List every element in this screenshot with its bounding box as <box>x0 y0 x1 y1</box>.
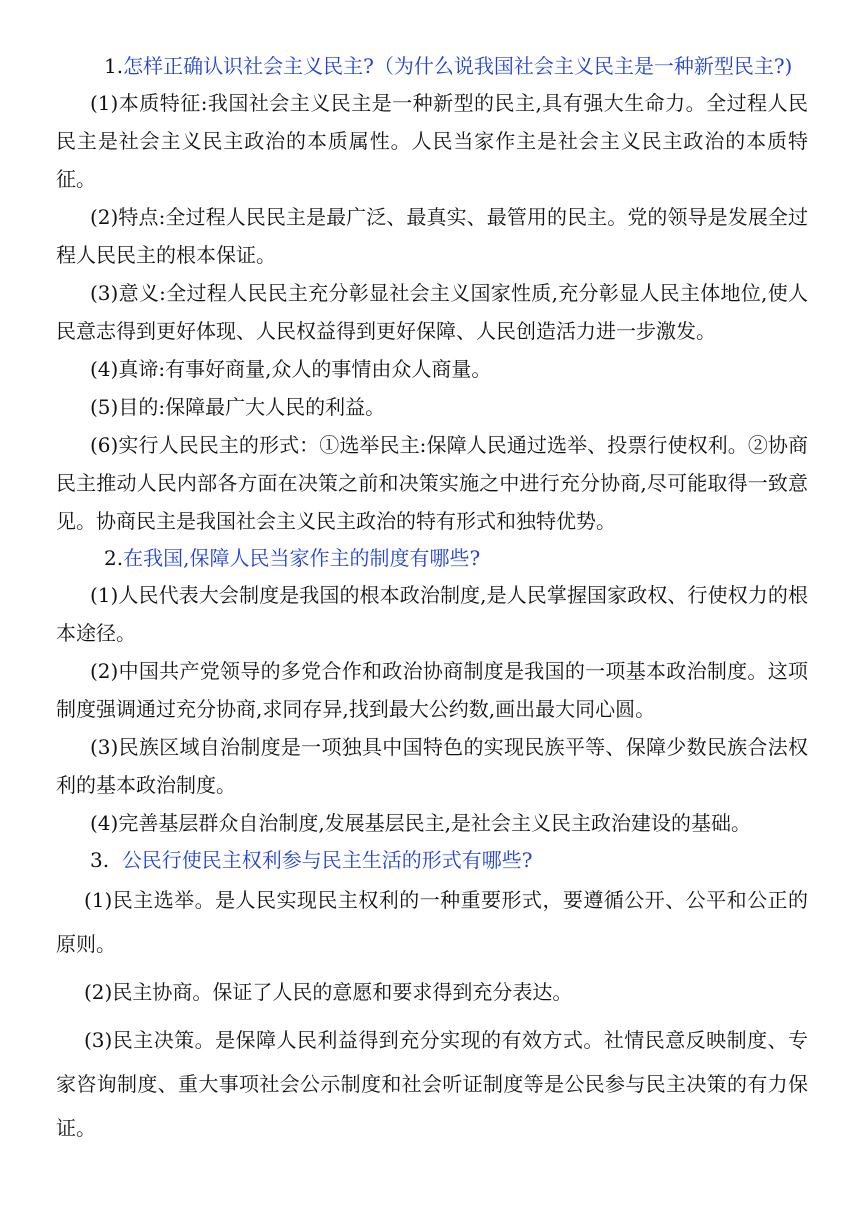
answer-paragraph: (2)中国共产党领导的多党合作和政治协商制度是我国的一项基本政治制度。这项制度强调通过充分协商,求同存异,找到最大公约数,画出最大同心圆。 <box>56 659 808 721</box>
question-number: 2. <box>104 546 124 570</box>
answer-paragraph: (6)实行人民民主的形式：①选举民主:保障人民通过选举、投票行使权利。②协商民主推动人民内部各方面在决策之前和决策实施之中进行充分协商,尽可能取得一致意见。协商民主是我国社会主义民主政治的特有形式和独特优势。 <box>56 433 808 533</box>
answer-paragraph: (3)意义:全过程人民民主充分彰显社会主义国家性质,充分彰显人民主体地位,使人民意志得到更好体现、人民权益得到更好保障、人民创造活力进一步激发。 <box>56 281 808 343</box>
question-heading <box>56 48 808 84</box>
question-heading <box>56 842 808 878</box>
question-text: 怎样正确认识社会主义民主?（为什么说我国社会主义民主是一种新型民主?) <box>123 54 793 78</box>
section-2 <box>56 540 808 842</box>
section-3 <box>56 842 808 1150</box>
section-1 <box>56 48 808 540</box>
answer-paragraph: (3)民主决策。是保障人民利益得到充分实现的有效方式。社情民意反映制度、专家咨询制度、重大事项社会公示制度和社会听证制度等是公民参与民主决策的有力保证。 <box>56 1028 808 1140</box>
answer-paragraph: (1)本质特征:我国社会主义民主是一种新型的民主,具有强大生命力。全过程人民民主是社会主义民主政治的本质属性。人民当家作主是社会主义民主政治的本质特征。 <box>56 91 808 191</box>
answer-paragraph: (1)民主选举。是人民实现民主权利的一种重要形式，要遵循公开、公平和公正的原则。 <box>56 888 808 956</box>
answer-paragraph: (4)真谛:有事好商量,众人的事情由众人商量。 <box>90 357 492 381</box>
answer-paragraph: (1)人民代表大会制度是我国的根本政治制度,是人民掌握国家政权、行使权力的根本途径。 <box>56 583 808 645</box>
answer-paragraph: (2)特点:全过程人民民主是最广泛、最真实、最管用的民主。党的领导是发展全过程人民民主的根本保证。 <box>56 205 808 267</box>
question-number: 1. <box>104 54 124 78</box>
answer-paragraph: (4)完善基层群众自治制度,发展基层民主,是社会主义民主政治建设的基础。 <box>90 811 752 835</box>
question-number: 3. <box>90 848 110 872</box>
answer-paragraph: (2)民主协商。保证了人民的意愿和要求得到充分表达。 <box>84 980 573 1004</box>
answer-paragraph: (3)民族区域自治制度是一项独具中国特色的实现民族平等、保障少数民族合法权利的基本政治制度。 <box>56 735 808 797</box>
answer-paragraph: (5)目的:保障最广大人民的利益。 <box>90 395 386 419</box>
document-page <box>56 48 808 1150</box>
question-text: 公民行使民主权利参与民主生活的形式有哪些? <box>121 848 533 872</box>
question-text: 在我国,保障人民当家作主的制度有哪些? <box>123 546 481 570</box>
question-heading <box>56 540 808 576</box>
